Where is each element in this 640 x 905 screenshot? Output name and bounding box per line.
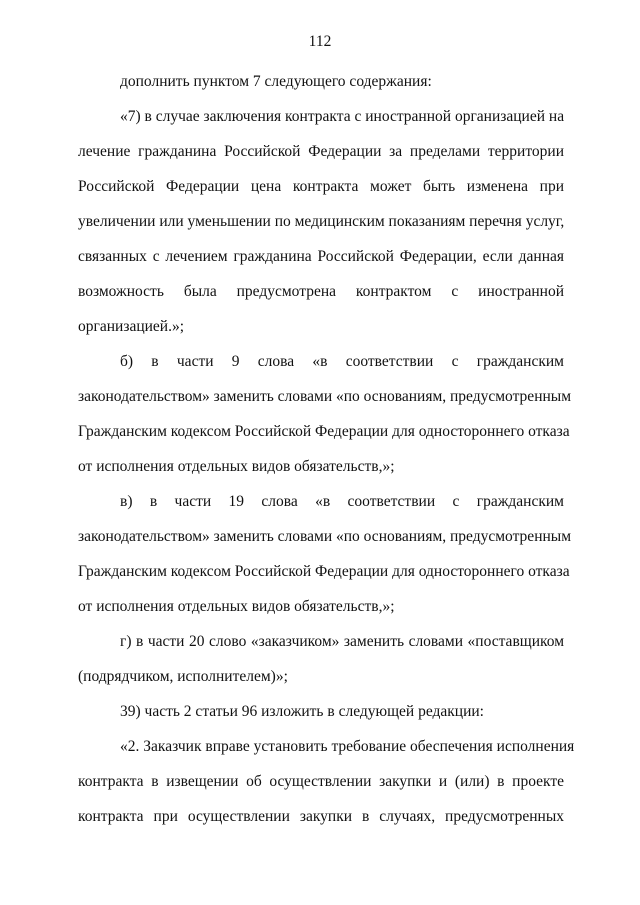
text-line: Гражданским кодексом Российской Федерации для одностороннего отказа	[78, 563, 570, 580]
text-line: контракта при осуществлении закупки в случаях, предусмотренных	[78, 808, 564, 825]
text-line: «2. Заказчик вправе установить требование обеспечения исполнения	[120, 738, 575, 755]
text-line: связанных с лечением гражданина Российской Федерации, если данная	[78, 248, 564, 265]
text-line: законодательством» заменить словами «по основаниям, предусмотренным	[78, 388, 572, 405]
text-line: контракта в извещении об осуществлении закупки и (или) в проекте	[78, 773, 564, 790]
text-line: законодательством» заменить словами «по основаниям, предусмотренным	[78, 528, 572, 545]
text-line: 39) часть 2 статьи 96 изложить в следующей редакции:	[120, 703, 484, 720]
text-line: (подрядчиком, исполнителем)»;	[78, 668, 288, 685]
text-line: «7) в случае заключения контракта с иностранной организацией на	[120, 108, 565, 125]
page-number: 112	[308, 33, 332, 50]
text-line: увеличении или уменьшении по медицинским показаниям перечня услуг,	[78, 213, 565, 230]
text-line: б) в части 9 слова «в соответствии с гражданским	[120, 353, 564, 370]
text-line: Гражданским кодексом Российской Федерации для одностороннего отказа	[78, 423, 570, 440]
text-line: дополнить пунктом 7 следующего содержания:	[120, 73, 432, 90]
text-line: возможность была предусмотрена контрактом с иностранной	[78, 283, 564, 300]
text-line: от исполнения отдельных видов обязательств,»;	[78, 598, 395, 615]
text-line: г) в части 20 слово «заказчиком» заменить словами «поставщиком	[120, 633, 564, 650]
text-line: лечение гражданина Российской Федерации за пределами территории	[78, 143, 564, 160]
text-line: Российской Федерации цена контракта может быть изменена при	[78, 178, 564, 195]
text-line: в) в части 19 слова «в соответствии с гражданским	[120, 493, 564, 510]
text-line: от исполнения отдельных видов обязательств,»;	[78, 458, 395, 475]
text-line: организацией.»;	[78, 318, 185, 335]
